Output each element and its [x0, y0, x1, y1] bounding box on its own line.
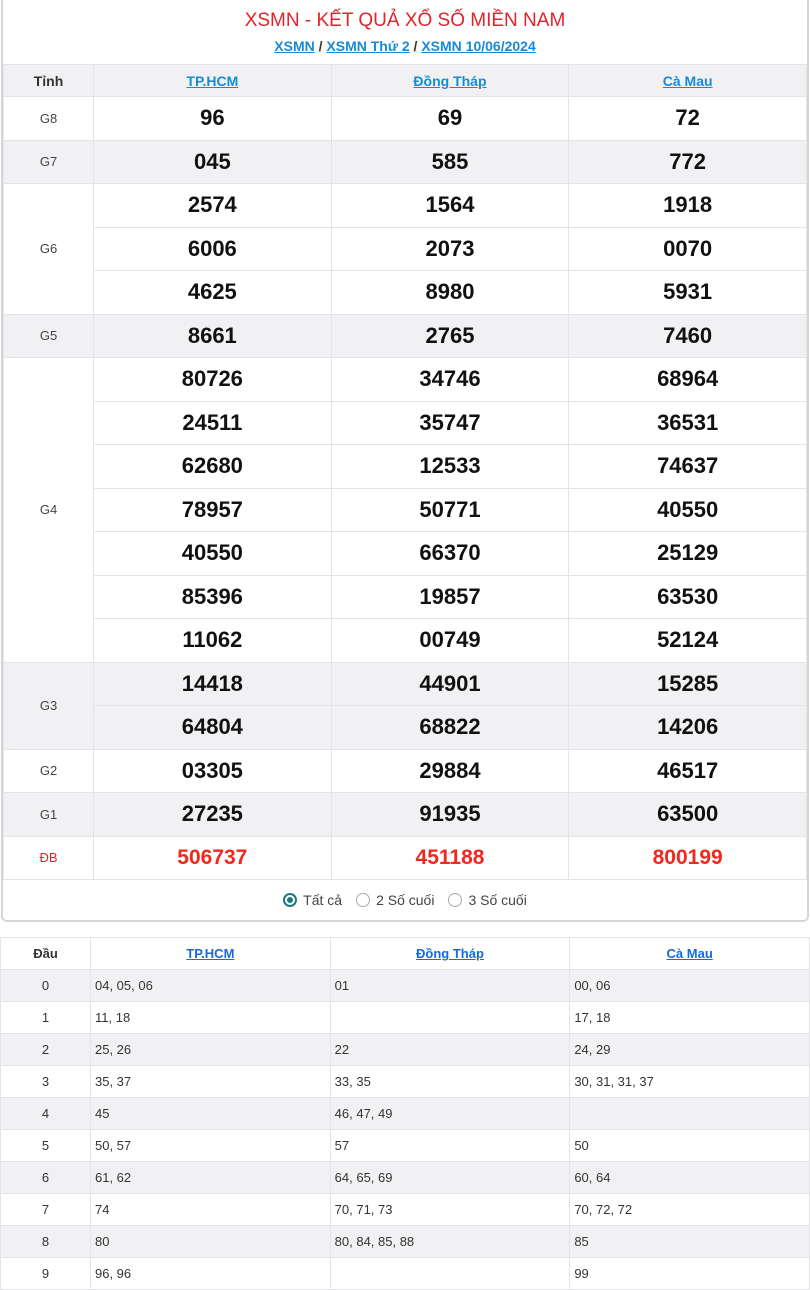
loto-numbers: 61, 62	[91, 1162, 331, 1194]
prize-number: 451188	[331, 836, 569, 880]
prize-number: 2765	[331, 314, 569, 358]
prize-label: G5	[4, 314, 94, 358]
prize-number: 5931	[569, 271, 807, 315]
prize-number: 506737	[94, 836, 332, 880]
loto-numbers: 33, 35	[330, 1066, 570, 1098]
head-digit: 7	[1, 1194, 91, 1226]
loto-numbers: 00, 06	[570, 970, 810, 1002]
loto-numbers: 46, 47, 49	[330, 1098, 570, 1130]
prize-number: 46517	[569, 749, 807, 793]
prize-row	[4, 140, 807, 184]
prize-row	[4, 358, 807, 402]
loto-numbers: 35, 37	[91, 1066, 331, 1098]
loto-row	[1, 1034, 810, 1066]
loto-row	[1, 970, 810, 1002]
loto-row	[1, 1098, 810, 1130]
loto-numbers: 99	[570, 1258, 810, 1290]
prize-number: 772	[569, 140, 807, 184]
head-digit: 0	[1, 970, 91, 1002]
prize-number: 66370	[331, 532, 569, 576]
prize-number: 7460	[569, 314, 807, 358]
prize-number: 4625	[94, 271, 332, 315]
breadcrumb-xsmn-date[interactable]: XSMN 10/06/2024	[421, 38, 536, 54]
loto-numbers	[330, 1258, 570, 1290]
header-ca-mau	[569, 65, 807, 97]
loto-numbers: 01	[330, 970, 570, 1002]
prize-number: 8661	[94, 314, 332, 358]
head-digit: 6	[1, 1162, 91, 1194]
loto-row	[1, 1226, 810, 1258]
prize-number: 800199	[569, 836, 807, 880]
loto-numbers: 24, 29	[570, 1034, 810, 1066]
loto-table	[0, 937, 810, 1290]
prize-number: 34746	[331, 358, 569, 402]
loto-numbers: 74	[91, 1194, 331, 1226]
radio-dot[interactable]	[283, 893, 297, 907]
prize-row	[4, 314, 807, 358]
prize-number: 03305	[94, 749, 332, 793]
loto-numbers: 80, 84, 85, 88	[330, 1226, 570, 1258]
radio-label: 2 Số cuối	[376, 892, 435, 908]
prize-number: 19857	[331, 575, 569, 619]
loto-numbers: 30, 31, 31, 37	[570, 1066, 810, 1098]
prize-label: G2	[4, 749, 94, 793]
prize-number: 35747	[331, 401, 569, 445]
link-tphcm[interactable]: TP.HCM	[186, 72, 239, 89]
prize-number: 68822	[331, 706, 569, 750]
loto-numbers	[330, 1002, 570, 1034]
loto-row	[1, 1066, 810, 1098]
prize-number: 36531	[569, 401, 807, 445]
link-dong-thap[interactable]: Đồng Tháp	[416, 946, 484, 961]
prize-row	[4, 401, 807, 445]
prize-row	[4, 793, 807, 837]
loto-numbers: 17, 18	[570, 1002, 810, 1034]
radio-3-digits[interactable]	[448, 892, 526, 908]
radio-label: 3 Số cuối	[468, 892, 527, 908]
link-dong-thap[interactable]: Đồng Tháp	[413, 72, 487, 89]
prize-number: 62680	[94, 445, 332, 489]
prize-number: 44901	[331, 662, 569, 706]
loto-numbers: 11, 18	[91, 1002, 331, 1034]
loto-numbers	[570, 1098, 810, 1130]
loto-row	[1, 1162, 810, 1194]
radio-2-digits[interactable]	[356, 892, 434, 908]
prize-number: 72	[569, 97, 807, 141]
loto-numbers: 50	[570, 1130, 810, 1162]
loto-numbers: 57	[330, 1130, 570, 1162]
prize-number: 63530	[569, 575, 807, 619]
head-digit: 5	[1, 1130, 91, 1162]
prize-number: 585	[331, 140, 569, 184]
results-table	[3, 64, 807, 880]
prize-number: 8980	[331, 271, 569, 315]
radio-dot[interactable]	[356, 893, 370, 907]
prize-row	[4, 532, 807, 576]
prize-label: G7	[4, 140, 94, 184]
loto-row	[1, 1130, 810, 1162]
prize-row	[4, 488, 807, 532]
page-title: XSMN - KẾT QUẢ XỔ SỐ MIỀN NAM	[244, 10, 566, 31]
prize-number: 80726	[94, 358, 332, 402]
prize-number: 14206	[569, 706, 807, 750]
loto-numbers: 45	[91, 1098, 331, 1130]
prize-row	[4, 706, 807, 750]
head-digit: 4	[1, 1098, 91, 1130]
link-ca-mau[interactable]: Cà Mau	[666, 946, 713, 961]
head-digit: 1	[1, 1002, 91, 1034]
prize-label: G8	[4, 97, 94, 141]
breadcrumb: XSMN / XSMN Thứ 2 / XSMN 10/06/2024	[274, 38, 536, 54]
prize-number: 00749	[331, 619, 569, 663]
prize-number: 27235	[94, 793, 332, 837]
header-dong-thap	[331, 65, 569, 97]
head-digit: 2	[1, 1034, 91, 1066]
loto-row	[1, 1258, 810, 1290]
prize-number: 50771	[331, 488, 569, 532]
loto-numbers: 22	[330, 1034, 570, 1066]
header-tphcm	[94, 65, 332, 97]
loto-numbers: 70, 72, 72	[570, 1194, 810, 1226]
radio-all[interactable]	[283, 892, 342, 908]
loto-header-ca-mau	[570, 938, 810, 970]
prize-number: 045	[94, 140, 332, 184]
prize-number: 11062	[94, 619, 332, 663]
radio-dot[interactable]	[448, 893, 462, 907]
prize-number: 1918	[569, 184, 807, 228]
loto-numbers: 60, 64	[570, 1162, 810, 1194]
prize-row	[4, 575, 807, 619]
prize-number: 85396	[94, 575, 332, 619]
prize-row	[4, 445, 807, 489]
loto-numbers: 64, 65, 69	[330, 1162, 570, 1194]
prize-row	[4, 271, 807, 315]
loto-header-dong-thap	[330, 938, 570, 970]
prize-number: 40550	[94, 532, 332, 576]
loto-numbers: 80	[91, 1226, 331, 1258]
prize-label: G3	[4, 662, 94, 749]
breadcrumb-xsmn-thu-2[interactable]: XSMN Thứ 2	[326, 38, 410, 54]
prize-number: 25129	[569, 532, 807, 576]
header-province: Tỉnh	[4, 65, 94, 97]
header-head-digit: Đầu	[1, 938, 91, 970]
prize-number: 52124	[569, 619, 807, 663]
prize-number: 74637	[569, 445, 807, 489]
loto-numbers: 70, 71, 73	[330, 1194, 570, 1226]
prize-row	[4, 227, 807, 271]
prize-label: G4	[4, 358, 94, 663]
link-ca-mau[interactable]: Cà Mau	[662, 72, 713, 89]
radio-label: Tất cả	[303, 892, 343, 908]
prize-number: 15285	[569, 662, 807, 706]
prize-number: 68964	[569, 358, 807, 402]
head-digit: 3	[1, 1066, 91, 1098]
prize-number: 24511	[94, 401, 332, 445]
prize-number: 96	[94, 97, 332, 141]
prize-number: 2574	[94, 184, 332, 228]
prize-number: 64804	[94, 706, 332, 750]
prize-row	[4, 619, 807, 663]
prize-number: 1564	[331, 184, 569, 228]
loto-numbers: 85	[570, 1226, 810, 1258]
results-card	[1, 0, 809, 922]
loto-numbers: 96, 96	[91, 1258, 331, 1290]
prize-label: G6	[4, 184, 94, 315]
head-digit: 9	[1, 1258, 91, 1290]
prize-row	[4, 184, 807, 228]
prize-number: 0070	[569, 227, 807, 271]
prize-number: 78957	[94, 488, 332, 532]
prize-number: 2073	[331, 227, 569, 271]
prize-label: G1	[4, 793, 94, 837]
prize-number: 14418	[94, 662, 332, 706]
prize-number: 12533	[331, 445, 569, 489]
prize-row	[4, 836, 807, 880]
loto-row	[1, 1194, 810, 1226]
loto-header-tphcm	[91, 938, 331, 970]
prize-row	[4, 749, 807, 793]
loto-row	[1, 1002, 810, 1034]
prize-label: ĐB	[4, 836, 94, 880]
prize-row	[4, 662, 807, 706]
digits-filter	[3, 880, 807, 920]
prize-number: 40550	[569, 488, 807, 532]
prize-number: 91935	[331, 793, 569, 837]
prize-number: 29884	[331, 749, 569, 793]
head-digit: 8	[1, 1226, 91, 1258]
prize-number: 69	[331, 97, 569, 141]
prize-number: 63500	[569, 793, 807, 837]
prize-row	[4, 97, 807, 141]
loto-numbers: 50, 57	[91, 1130, 331, 1162]
breadcrumb-xsmn[interactable]: XSMN	[274, 38, 315, 54]
loto-numbers: 25, 26	[91, 1034, 331, 1066]
link-tphcm[interactable]: TP.HCM	[186, 946, 235, 961]
prize-number: 6006	[94, 227, 332, 271]
loto-numbers: 04, 05, 06	[91, 970, 331, 1002]
